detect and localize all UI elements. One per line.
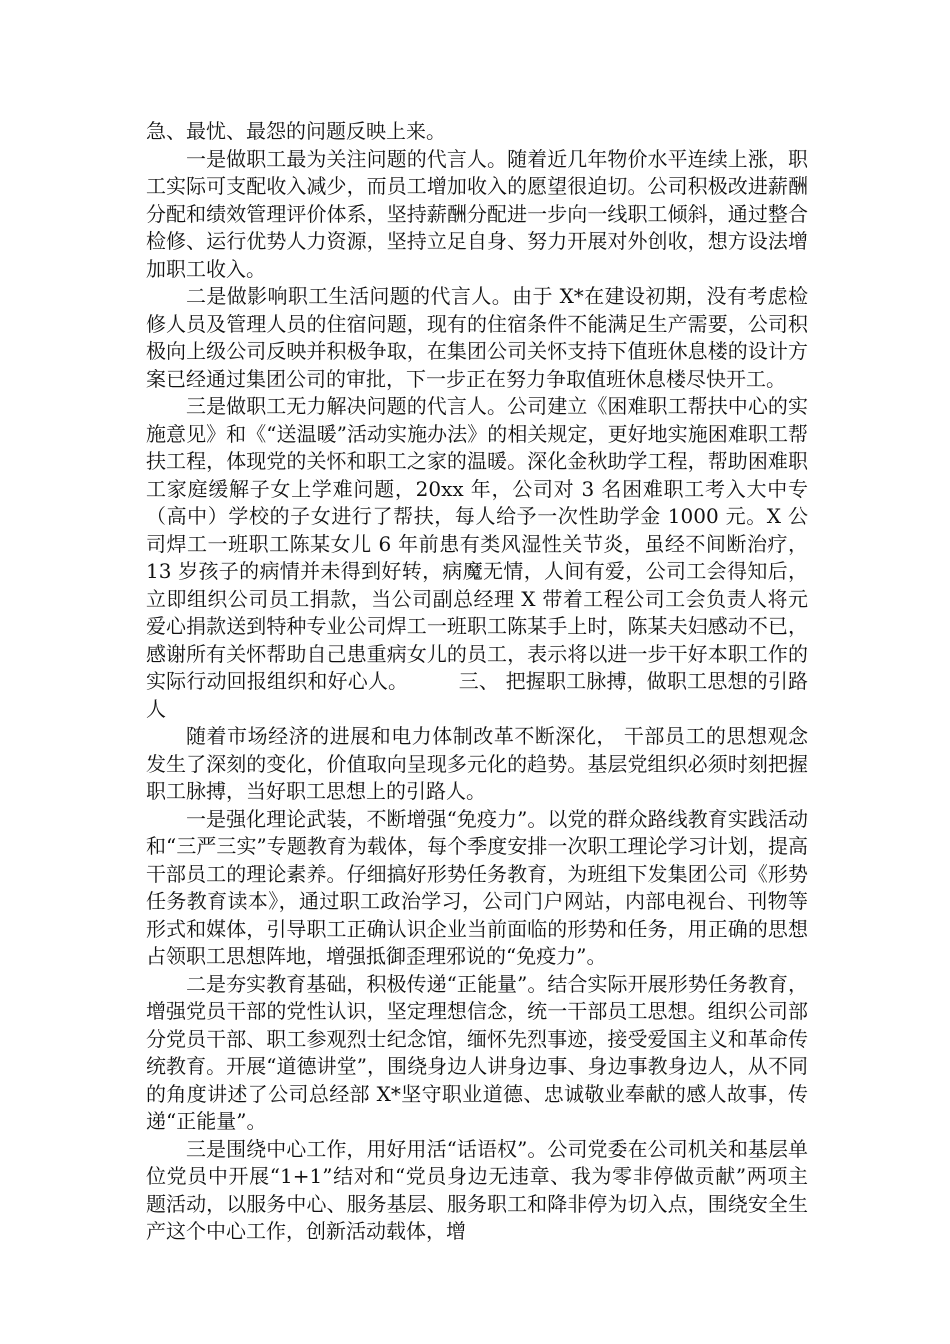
paragraph: 一是强化理论武装，不断增强“免疫力”。以党的群众路线教育实践活动和“三严三实”专题教育为载体，每个季度安排一次职工理论学习计划，提高干部员工的理论素养。仔细搞好形势任务教育，为班组下发集团公司《形势任务教育读本》，通过职工政治学习，公司门户网站，内部电视台、刊物等形式和媒体，引导职工正确认识企业当前面临的形势和任务，用正确的思想占领职工思想阵地，增强抵御歪理邪说的“免疫力”。 — [146, 806, 808, 968]
document-page — [146, 118, 808, 1246]
paragraph: 随着市场经济的进展和电力体制改革不断深化， 干部员工的思想观念发生了深刻的变化，价值取向呈现多元化的趋势。基层党组织必须时刻把握职工脉搏，当好职工思想上的引路人。 — [146, 724, 808, 803]
paragraph: 二是做影响职工生活问题的代言人。由于 X*在建设初期，没有考虑检修人员及管理人员的住宿问题，现有的住宿条件不能满足生产需要，公司积极向上级公司反映并积极争取，在集团公司关怀支持下值班休息楼的设计方案已经通过集团公司的审批，下一步正在努力争取值班休息楼尽快开工。 — [146, 284, 808, 391]
paragraph: 一是做职工最为关注问题的代言人。随着近几年物价水平连续上涨，职工实际可支配收入减少，而员工增加收入的愿望很迫切。公司积极改进薪酬分配和绩效管理评价体系，坚持薪酬分配进一步向一线职工倾斜，通过整合检修、运行优势人力资源，坚持立足自身、努力开展对外创收，想方设法增加职工收入。 — [146, 146, 808, 281]
paragraph: 急、最忧、最怨的问题反映上来。 — [146, 119, 446, 143]
paragraph: 三是围绕中心工作，用好用活“话语权”。公司党委在公司机关和基层单位党员中开展“1+1”结对和“党员身边无违章、我为零非停做贡献”两项主题活动，以服务中心、服务基层、服务职工和降非停为切入点，围绕安全生产这个中心工作，创新活动载体，增 — [146, 1136, 808, 1243]
paragraph: 三是做职工无力解决问题的代言人。公司建立《困难职工帮扶中心的实施意见》和《“送温暖”活动实施办法》的相关规定，更好地实施困难职工帮扶工程，体现党的关怀和职工之家的温暖。深化金秋助学工程，帮助困难职工家庭缓解子女上学难问题，20xx 年，公司对 3 名困难职工考入大中专（高中）学校的子女进行了帮扶，每人给予一次性助学金 1000 元。X 公司焊工一班职工陈某女儿 6 年前患有类风湿性关节炎，虽经不间断治疗，13 岁孩子的病情并未得到好转，病魔无情，人间有爱，公司工会得知后，立即组织公司员工捐款，当公司副总经理 X 带着工程公司工会负责人将元爱心捐款送到特种专业公司焊工一班职工陈某手上时，陈某夫妇感动不已，感谢所有关怀帮助自己患重病女儿的员工，表示将以进一步干好本职工作的实际行动回报组织和好心人。 三、 把握职工脉搏，做职工思想的引路人 — [146, 394, 808, 721]
paragraph: 二是夯实教育基础，积极传递“正能量”。结合实际开展形势任务教育，增强党员干部的党性认识，坚定理想信念，统一干部员工思想。组织公司部分党员干部、职工参观烈士纪念馆，缅怀先烈事迹，接受爱国主义和革命传统教育。开展“道德讲堂”，围绕身边人讲身边事、身边事教身边人，从不同的角度讲述了公司总经部 X*坚守职业道德、忠诚敬业奉献的感人故事，传递“正能量”。 — [146, 971, 808, 1133]
